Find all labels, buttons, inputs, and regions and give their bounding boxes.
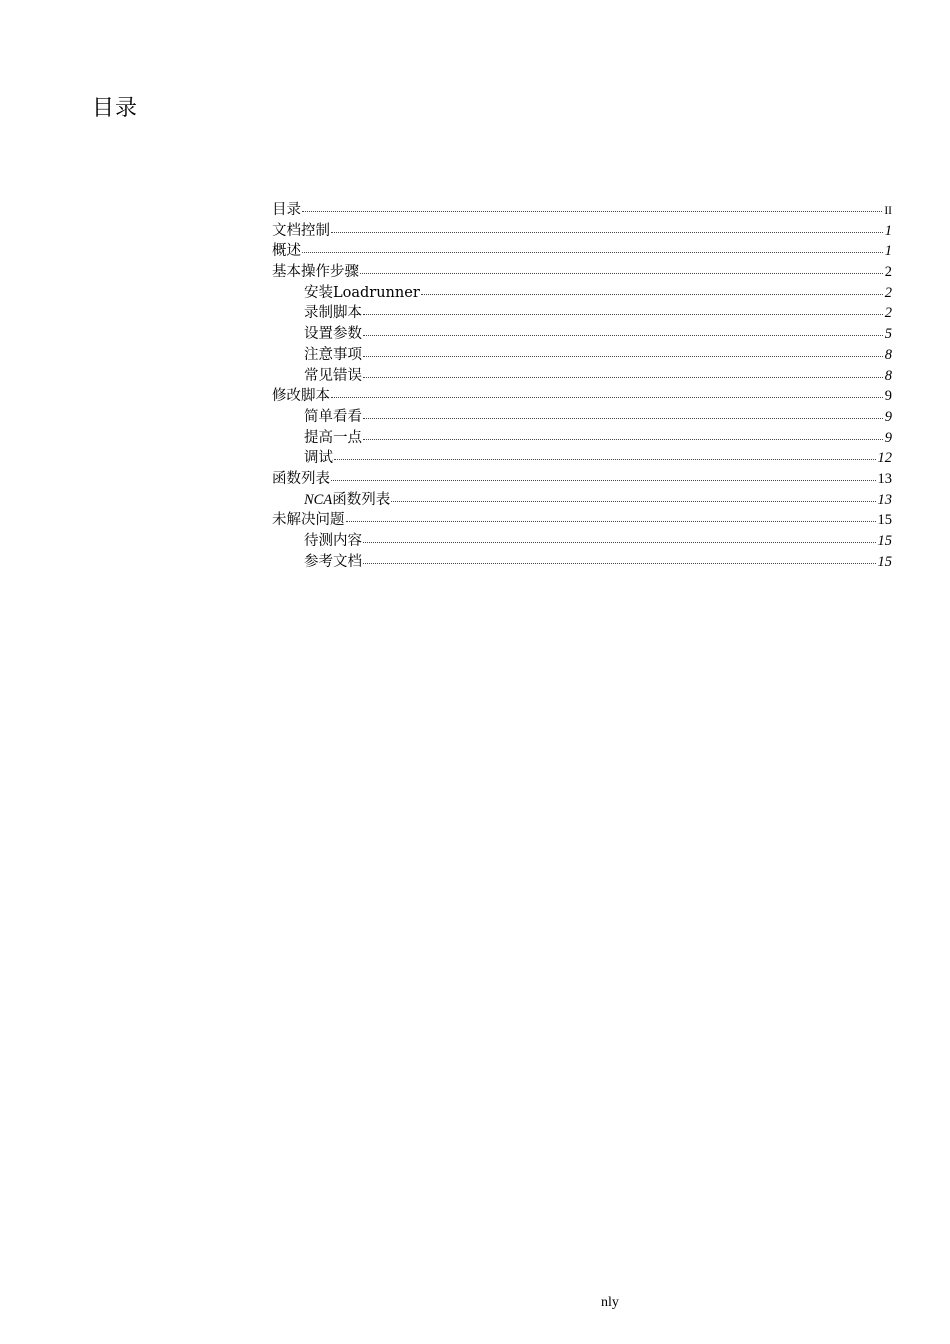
dot-leader [360,259,883,274]
toc-entry-page: 1 [884,222,892,239]
toc-entry-page: 13 [877,470,892,487]
toc-entry-title: 调试 [304,450,333,467]
toc-entry-page: 1 [884,243,892,260]
toc-entry-nca-function-list[interactable] [272,489,892,510]
dot-leader [363,404,883,419]
toc-entry-title: 待测内容 [304,533,362,549]
toc-entry-page: 2 [884,284,892,301]
toc-entry-title: 目录 [272,202,301,218]
toc-entry-notes[interactable] [272,344,892,365]
toc-entry-page: II [884,205,892,217]
toc-entry-improve[interactable] [272,427,892,448]
toc-entry-common-errors[interactable] [272,365,892,386]
dot-leader [334,445,876,460]
dot-leader [363,363,883,378]
toc-entry-title: 未解决问题 [272,512,345,529]
toc-entry-set-parameters[interactable] [272,323,892,344]
dot-leader [363,549,876,564]
toc-entry-title-prefix: NCA [304,491,333,508]
toc-entry-title: 修改脚本 [272,388,330,405]
dot-leader [363,342,883,357]
toc-entry-page: 12 [877,450,892,467]
toc-entry-basic-steps[interactable] [272,261,892,282]
table-of-contents [272,199,892,571]
dot-leader [363,300,883,315]
page-title: 目录 [92,96,139,121]
toc-entry-page: 15 [877,533,892,549]
toc-entry-function-list[interactable] [272,468,892,489]
page-footer: nly [601,1295,619,1310]
dot-leader [363,425,883,440]
toc-entry-page: 9 [884,388,892,405]
toc-entry-page: 2 [884,264,892,281]
toc-entry-title: 设置参数 [304,326,362,343]
dot-leader [363,321,883,336]
dot-leader [302,238,883,253]
toc-entry-title: 提高一点 [304,429,362,446]
toc-entry-page: 9 [884,429,892,446]
toc-entry-simple-look[interactable] [272,406,892,427]
toc-entry-modify-script[interactable] [272,385,892,406]
toc-entry-title: 文档控制 [272,222,330,239]
toc-entry-document-control[interactable] [272,220,892,241]
toc-entry-record-script[interactable] [272,302,892,323]
toc-entry-page: 9 [884,408,892,425]
toc-entry-page: 5 [884,326,892,343]
dot-leader [331,383,883,398]
toc-entry-title: 安装Loadrunner [304,284,420,301]
dot-leader [421,280,883,295]
toc-entry-title: 简单看看 [304,408,362,425]
toc-entry-install-loadrunner[interactable] [272,282,892,303]
toc-entry-title: 录制脚本 [304,305,362,322]
toc-entry-page: 8 [884,367,892,384]
dot-leader [331,466,876,481]
toc-entry-page: 13 [877,491,892,508]
toc-entry-overview[interactable] [272,240,892,261]
dot-leader [363,528,876,543]
toc-entry-pending-tests[interactable] [272,530,892,551]
toc-entry-page: 15 [877,512,892,529]
toc-entry-title: 函数列表 [272,470,330,487]
toc-entry-title: 概述 [272,243,301,260]
dot-leader [346,507,876,522]
toc-entry-title: 注意事项 [304,346,362,363]
toc-entry-title: 参考文档 [304,553,362,570]
toc-entry-page: 8 [884,346,892,363]
dot-leader [391,487,875,502]
toc-entry-contents[interactable] [272,199,892,220]
toc-entry-unresolved-issues[interactable] [272,509,892,530]
toc-entry-debug[interactable] [272,447,892,468]
toc-entry-references[interactable] [272,551,892,572]
toc-entry-page: 2 [884,305,892,322]
toc-entry-title-text: 函数列表 [332,491,391,508]
toc-entry-page: 15 [877,553,892,570]
dot-leader [302,197,882,212]
toc-entry-title: 基本操作步骤 [272,264,359,281]
toc-entry-title: 常见错误 [304,367,362,384]
dot-leader [331,218,883,233]
